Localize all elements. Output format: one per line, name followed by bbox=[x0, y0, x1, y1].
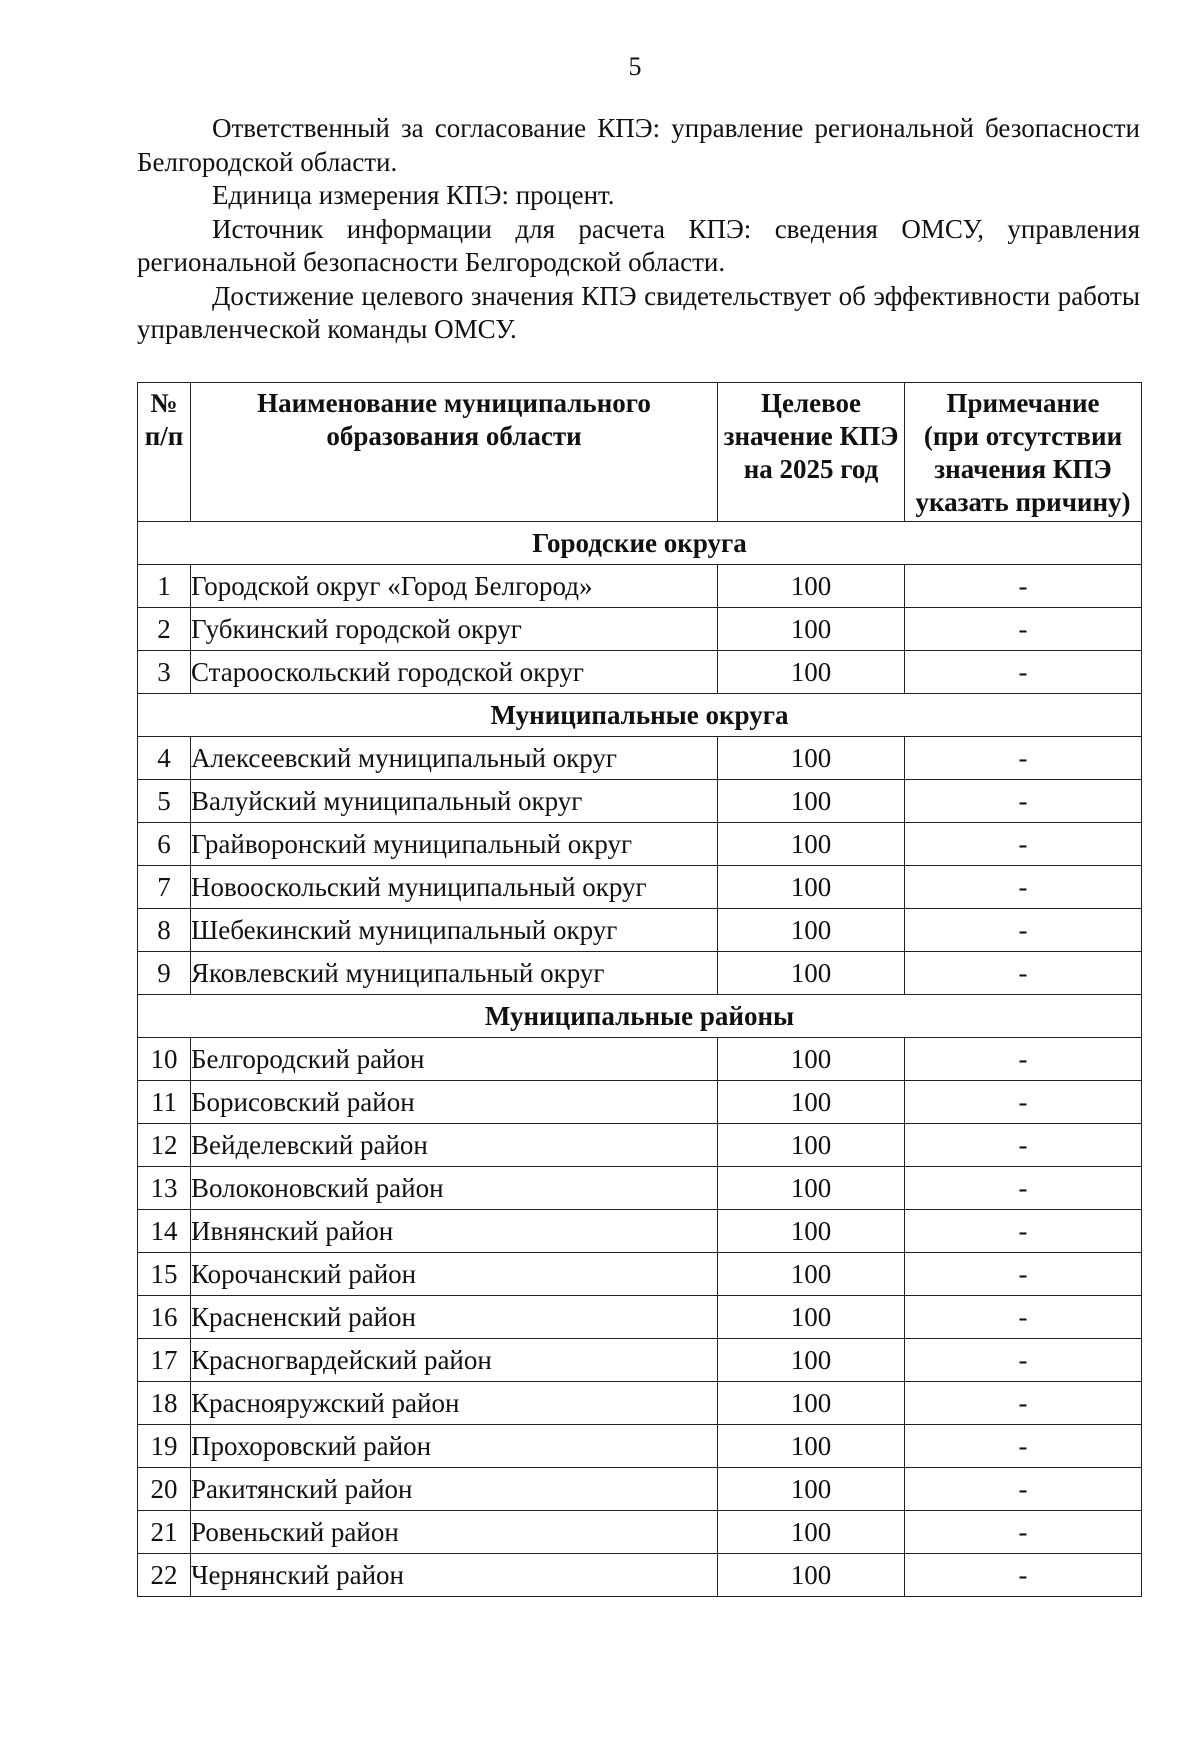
cell-name: Корочанский район bbox=[191, 1253, 718, 1296]
table-row bbox=[138, 1468, 1142, 1511]
page-number: 5 bbox=[628, 52, 642, 81]
header-target: Целевое значение КПЭ на 2025 год bbox=[718, 383, 905, 522]
cell-name: Новооскольский муниципальный округ bbox=[191, 866, 718, 909]
cell-note: - bbox=[905, 952, 1142, 995]
cell-name: Борисовский район bbox=[191, 1081, 718, 1124]
cell-name: Красненский район bbox=[191, 1296, 718, 1339]
cell-name: Городской округ «Город Белгород» bbox=[191, 565, 718, 608]
paragraph-unit: Единица измерения КПЭ: процент. bbox=[212, 180, 615, 210]
cell-num: 15 bbox=[138, 1253, 191, 1296]
table-row bbox=[138, 823, 1142, 866]
cell-target: 100 bbox=[718, 565, 905, 608]
table-row bbox=[138, 1081, 1142, 1124]
cell-target: 100 bbox=[718, 1425, 905, 1468]
table-row bbox=[138, 737, 1142, 780]
paragraph-responsible: Ответственный за согласование КПЭ: управление региональной безопасности Белгородской области. bbox=[137, 113, 1140, 177]
cell-name: Грайворонский муниципальный округ bbox=[191, 823, 718, 866]
paragraph-achievement: Достижение целевого значения КПЭ свидетельствует об эффективности работы управленческой команды ОМСУ. bbox=[137, 280, 1140, 344]
table-row bbox=[138, 1511, 1142, 1554]
cell-name: Вейделевский район bbox=[191, 1124, 718, 1167]
cell-num: 10 bbox=[138, 1038, 191, 1081]
cell-target: 100 bbox=[718, 1339, 905, 1382]
cell-note: - bbox=[905, 737, 1142, 780]
cell-note: - bbox=[905, 780, 1142, 823]
cell-name: Алексеевский муниципальный округ bbox=[191, 737, 718, 780]
table-row bbox=[138, 1296, 1142, 1339]
table-row bbox=[138, 1554, 1142, 1597]
table-row bbox=[138, 909, 1142, 952]
cell-note: - bbox=[905, 608, 1142, 651]
cell-num: 14 bbox=[138, 1210, 191, 1253]
cell-name: Прохоровский район bbox=[191, 1425, 718, 1468]
cell-target: 100 bbox=[718, 1167, 905, 1210]
cell-name: Волоконовский район bbox=[191, 1167, 718, 1210]
cell-num: 19 bbox=[138, 1425, 191, 1468]
table-row bbox=[138, 565, 1142, 608]
cell-name: Шебекинский муниципальный округ bbox=[191, 909, 718, 952]
cell-target: 100 bbox=[718, 952, 905, 995]
cell-target: 100 bbox=[718, 1468, 905, 1511]
cell-num: 11 bbox=[138, 1081, 191, 1124]
cell-target: 100 bbox=[718, 651, 905, 694]
cell-target: 100 bbox=[718, 608, 905, 651]
cell-name: Губкинский городской округ bbox=[191, 608, 718, 651]
cell-target: 100 bbox=[718, 780, 905, 823]
cell-note: - bbox=[905, 1210, 1142, 1253]
cell-target: 100 bbox=[718, 737, 905, 780]
cell-num: 22 bbox=[138, 1554, 191, 1597]
cell-num: 9 bbox=[138, 952, 191, 995]
cell-name: Валуйский муниципальный округ bbox=[191, 780, 718, 823]
cell-num: 3 bbox=[138, 651, 191, 694]
cell-note: - bbox=[905, 651, 1142, 694]
cell-num: 12 bbox=[138, 1124, 191, 1167]
table-row bbox=[138, 780, 1142, 823]
table-row bbox=[138, 608, 1142, 651]
cell-num: 5 bbox=[138, 780, 191, 823]
section-row bbox=[138, 995, 1142, 1038]
section-row bbox=[138, 522, 1142, 565]
cell-num: 21 bbox=[138, 1511, 191, 1554]
cell-target: 100 bbox=[718, 866, 905, 909]
table-row bbox=[138, 1425, 1142, 1468]
section-title: Городские округа bbox=[138, 522, 1142, 565]
cell-note: - bbox=[905, 565, 1142, 608]
cell-note: - bbox=[905, 866, 1142, 909]
header-name: Наименование муниципального образования области bbox=[191, 383, 718, 522]
cell-name: Красногвардейский район bbox=[191, 1339, 718, 1382]
table-row bbox=[138, 651, 1142, 694]
cell-note: - bbox=[905, 1081, 1142, 1124]
cell-note: - bbox=[905, 909, 1142, 952]
cell-target: 100 bbox=[718, 1124, 905, 1167]
table-row bbox=[138, 1253, 1142, 1296]
cell-note: - bbox=[905, 823, 1142, 866]
cell-num: 6 bbox=[138, 823, 191, 866]
section-row bbox=[138, 694, 1142, 737]
cell-num: 20 bbox=[138, 1468, 191, 1511]
table-header-row bbox=[138, 383, 1142, 522]
cell-name: Старооскольский городской округ bbox=[191, 651, 718, 694]
cell-num: 1 bbox=[138, 565, 191, 608]
cell-name: Ровеньский район bbox=[191, 1511, 718, 1554]
header-note-title: Примечание bbox=[946, 388, 1100, 418]
cell-target: 100 bbox=[718, 1296, 905, 1339]
kpe-table bbox=[137, 382, 1142, 1597]
cell-note: - bbox=[905, 1253, 1142, 1296]
cell-target: 100 bbox=[718, 909, 905, 952]
cell-note: - bbox=[905, 1425, 1142, 1468]
cell-num: 17 bbox=[138, 1339, 191, 1382]
cell-name: Ивнянский район bbox=[191, 1210, 718, 1253]
cell-num: 13 bbox=[138, 1167, 191, 1210]
cell-target: 100 bbox=[718, 1081, 905, 1124]
cell-num: 4 bbox=[138, 737, 191, 780]
cell-num: 16 bbox=[138, 1296, 191, 1339]
cell-target: 100 bbox=[718, 1210, 905, 1253]
cell-note: - bbox=[905, 1554, 1142, 1597]
table-row bbox=[138, 866, 1142, 909]
table-row bbox=[138, 1339, 1142, 1382]
table-body bbox=[138, 522, 1142, 1597]
cell-target: 100 bbox=[718, 1253, 905, 1296]
table-row bbox=[138, 1210, 1142, 1253]
cell-target: 100 bbox=[718, 1038, 905, 1081]
cell-num: 18 bbox=[138, 1382, 191, 1425]
cell-target: 100 bbox=[718, 823, 905, 866]
header-num: № п/п bbox=[138, 383, 191, 522]
cell-num: 8 bbox=[138, 909, 191, 952]
cell-note: - bbox=[905, 1296, 1142, 1339]
cell-target: 100 bbox=[718, 1511, 905, 1554]
section-title: Муниципальные районы bbox=[138, 995, 1142, 1038]
cell-name: Ракитянский район bbox=[191, 1468, 718, 1511]
cell-note: - bbox=[905, 1124, 1142, 1167]
cell-num: 7 bbox=[138, 866, 191, 909]
table-row bbox=[138, 1038, 1142, 1081]
cell-note: - bbox=[905, 1468, 1142, 1511]
paragraph-source: Источник информации для расчета КПЭ: сведения ОМСУ, управления региональной безопасности Белгородской области. bbox=[137, 213, 1140, 277]
section-title: Муниципальные округа bbox=[138, 694, 1142, 737]
cell-note: - bbox=[905, 1339, 1142, 1382]
cell-note: - bbox=[905, 1382, 1142, 1425]
table-row bbox=[138, 1124, 1142, 1167]
cell-name: Белгородский район bbox=[191, 1038, 718, 1081]
cell-name: Чернянский район bbox=[191, 1554, 718, 1597]
table-row bbox=[138, 952, 1142, 995]
header-note bbox=[905, 383, 1142, 522]
cell-note: - bbox=[905, 1038, 1142, 1081]
header-note-subtitle: (при отсутствии значения КПЭ указать причину) bbox=[915, 421, 1131, 517]
cell-target: 100 bbox=[718, 1554, 905, 1597]
cell-num: 2 bbox=[138, 608, 191, 651]
table-row bbox=[138, 1382, 1142, 1425]
cell-note: - bbox=[905, 1511, 1142, 1554]
table-row bbox=[138, 1167, 1142, 1210]
cell-note: - bbox=[905, 1167, 1142, 1210]
intro-text bbox=[137, 112, 1140, 347]
cell-name: Краснояружский район bbox=[191, 1382, 718, 1425]
cell-target: 100 bbox=[718, 1382, 905, 1425]
cell-name: Яковлевский муниципальный округ bbox=[191, 952, 718, 995]
